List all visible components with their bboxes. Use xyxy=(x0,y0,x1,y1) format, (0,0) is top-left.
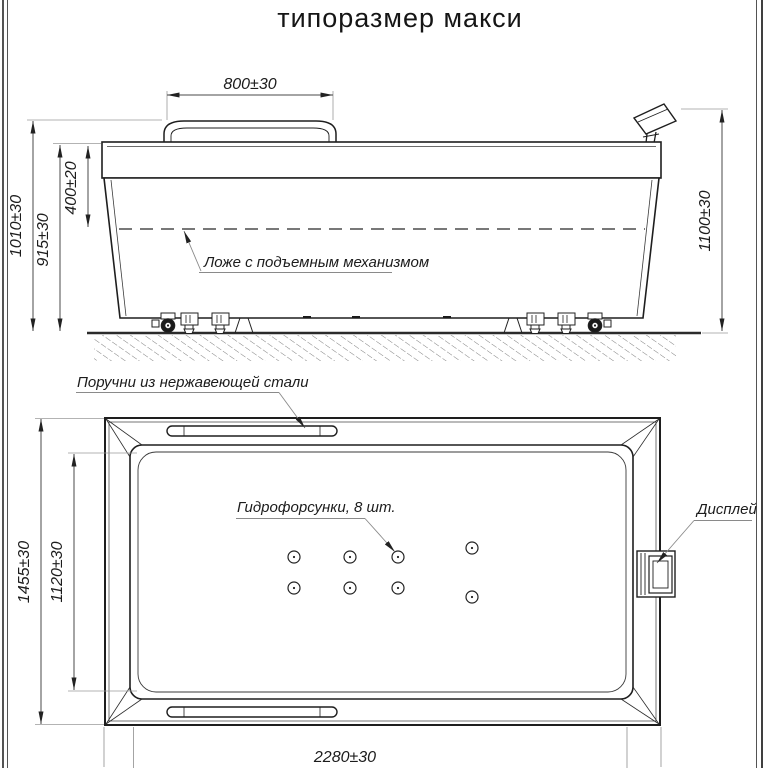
nozzle xyxy=(392,551,404,563)
nozzle xyxy=(344,582,356,594)
dim-handrail-width xyxy=(167,76,333,120)
dim-text-400: 400±20 xyxy=(63,161,80,215)
foot-box-3 xyxy=(527,313,544,325)
wheel-bracket-left xyxy=(161,313,175,319)
caster-lock-left xyxy=(152,320,159,327)
bottom-mark-1 xyxy=(303,316,311,319)
foot-4 xyxy=(561,329,571,334)
handrail-top xyxy=(167,426,337,436)
side-view xyxy=(8,76,728,361)
nozzle xyxy=(288,582,300,594)
foot-pad-2 xyxy=(216,325,224,329)
foot-box-2 xyxy=(212,313,229,325)
dim-text-800: 800±30 xyxy=(223,76,277,93)
wheel-bracket-right xyxy=(588,313,602,319)
ground-hatch xyxy=(94,335,676,361)
dim-display-height xyxy=(681,109,728,333)
foot-pad-1 xyxy=(185,325,193,329)
nozzle xyxy=(466,591,478,603)
support-leg-left-1 xyxy=(235,318,240,333)
tub-rim xyxy=(102,142,661,178)
handrail-side-outer xyxy=(164,121,336,142)
wheel-right-axle xyxy=(594,324,596,326)
support-leg-left-2 xyxy=(248,318,253,333)
page-title: типоразмер макси xyxy=(277,3,523,33)
display-screen-inner xyxy=(653,561,668,588)
dim-text-915: 915±30 xyxy=(35,213,52,267)
nozzle xyxy=(344,551,356,563)
display-pod xyxy=(634,104,676,134)
display-plan xyxy=(637,551,675,597)
dim-text-2280: 2280±30 xyxy=(313,749,377,766)
support-leg-right-2 xyxy=(517,318,522,333)
foot-pad-3 xyxy=(531,325,539,329)
foot-3 xyxy=(530,329,540,334)
handrail-side-inner xyxy=(171,128,329,142)
nozzle xyxy=(288,551,300,563)
foot-box-1 xyxy=(181,313,198,325)
tub-body xyxy=(104,178,659,318)
dim-bed-depth xyxy=(63,146,88,227)
bottom-mark-2 xyxy=(352,316,360,319)
display-label: Дисплей xyxy=(697,501,757,518)
dim-overall-length xyxy=(104,727,661,768)
nozzle xyxy=(466,542,478,554)
bottom-mark-3 xyxy=(443,316,451,319)
display-side xyxy=(634,104,676,143)
nozzle xyxy=(392,582,404,594)
handrail-bottom xyxy=(167,707,337,717)
dim-text-1010: 1010±30 xyxy=(8,194,25,258)
wheel-left-axle xyxy=(167,324,169,326)
foot-1 xyxy=(184,329,194,334)
foot-2 xyxy=(215,329,225,334)
caster-lock-right xyxy=(604,320,611,327)
display-pod-base xyxy=(643,134,659,137)
dim-text-1100: 1100±30 xyxy=(697,190,714,252)
foot-box-4 xyxy=(558,313,575,325)
top-view xyxy=(16,374,757,768)
nozzles-label: Гидрофорсунки, 8 шт. xyxy=(237,499,396,516)
bed-label: Ложе с подъемным механизмом xyxy=(204,254,430,271)
dim-text-1120: 1120±30 xyxy=(49,541,66,603)
foot-pad-4 xyxy=(562,325,570,329)
dim-text-1455: 1455±30 xyxy=(16,540,33,604)
handrail-label: Поручни из нержавеющей стали xyxy=(77,374,309,391)
support-leg-right-1 xyxy=(504,318,509,333)
basin-rect xyxy=(138,452,626,692)
